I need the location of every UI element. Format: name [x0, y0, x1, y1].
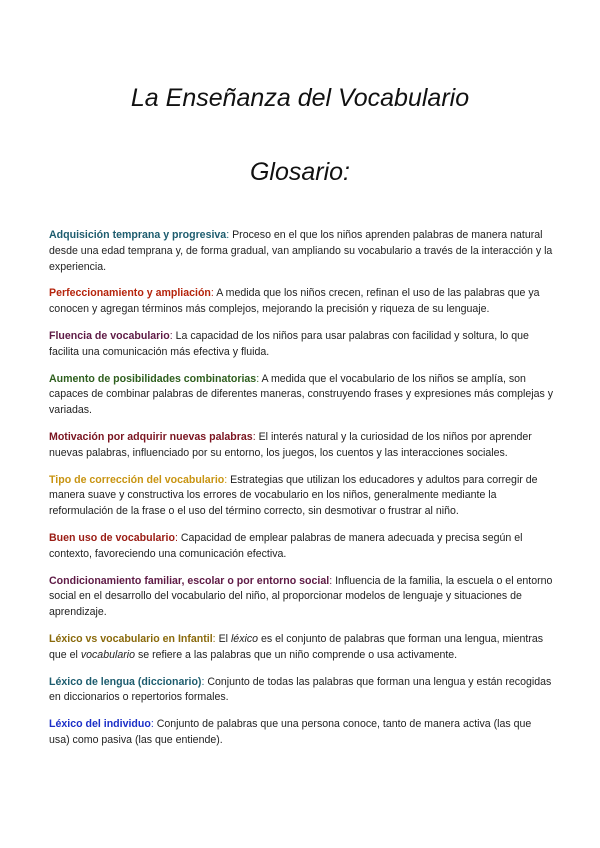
glossary-entry-lexico-lengua — [49, 675, 554, 707]
glossary-definition: A medida que el vocabulario de los niños se amplía, son capaces de combinar palabras de diferentes maneras, construyendo frases y expresiones más complejas y variadas. — [49, 372, 554, 417]
glossary-term: Léxico de lengua (diccionario): — [49, 675, 205, 688]
glossary-term: Léxico del individuo: — [49, 718, 154, 731]
glossary-definition: El léxico es el conjunto de palabras que forman una lengua, mientras que el vocabulario se refiere a las palabras que un niño comprende o usa activamente. — [49, 632, 544, 661]
glossary-entry-correccion — [49, 473, 554, 520]
glossary-definition: Influencia de la familia, la escuela o el entorno social en el desarrollo del vocabulario del niño, al proporcionar modelos de lenguaje y situaciones de aprendizaje. — [49, 574, 553, 619]
glossary-entry-buen-uso — [49, 531, 554, 563]
glossary-entry-combinatorias — [49, 372, 554, 419]
glossary-term: Condicionamiento familiar, escolar o por entorno social: — [49, 574, 333, 587]
glossary-definition: El interés natural y la curiosidad de los niños por aprender nuevas palabras, influenciado por su entorno, los juegos, los cuentos y las interacciones sociales. — [49, 430, 532, 459]
glossary-term: Motivación por adquirir nuevas palabras: — [49, 430, 256, 443]
glossary-definition: Conjunto de palabras que una persona conoce, tanto de manera activa (las que usa) como pasiva (las que entiende). — [49, 718, 532, 746]
glossary-definition: La capacidad de los niños para usar palabras con facilidad y soltura, lo que facilita una comunicación más efectiva y fluida. — [49, 329, 529, 358]
glossary-entry-condicionamiento — [49, 574, 554, 621]
glossary-definition: Capacidad de emplear palabras de manera adecuada y precisa según el contexto, favoreciendo una comunicación efectiva. — [49, 531, 523, 560]
glossary-term: Perfeccionamiento y ampliación: — [49, 287, 214, 300]
glossary-term: Buen uso de vocabulario: — [49, 531, 178, 544]
glossary-heading: Glosario: — [249, 158, 351, 186]
glossary-term: Léxico vs vocabulario en Infantil: — [49, 632, 216, 645]
glossary-definition: Estrategias que utilizan los educadores y adultos para corregir de manera suave y constructiva los errores de vocabulario en los niños, generalmente mediante la reformulación de la frase o el uso del término correcto, sin desmotivar o frustrar al niño. — [49, 473, 538, 518]
glossary-definition: A medida que los niños crecen, refinan el uso de las palabras que ya conocen y agregan términos más complejos, mejorando la precisión y riqueza de su lenguaje. — [49, 287, 540, 316]
glossary-entry-perfeccionamiento — [49, 286, 554, 318]
glossary-entry-adquisicion — [49, 228, 554, 275]
glossary-term: Aumento de posibilidades combinatorias: — [49, 372, 260, 385]
glossary-entry-motivacion — [49, 430, 554, 462]
glossary-term: Tipo de corrección del vocabulario: — [49, 473, 228, 486]
emphasis-lexico: léxico — [230, 632, 259, 645]
document-title: La Enseñanza del Vocabulario — [130, 84, 470, 112]
glossary-entry-lexico-individuo — [49, 717, 554, 749]
glossary-entry-fluencia — [49, 329, 554, 361]
glossary-definition: Proceso en el que los niños aprenden palabras de manera natural desde una edad temprana y, de forma gradual, van ampliando su vocabulario a través de la interacción y la experiencia. — [49, 229, 553, 273]
glossary-entry-lexico-vs-vocabulario — [49, 632, 554, 664]
glossary-term: Fluencia de vocabulario: — [49, 329, 173, 342]
emphasis-vocabulario: vocabulario — [80, 648, 135, 661]
glossary-term: Adquisición temprana y progresiva: — [49, 229, 230, 241]
glossary-definition: Conjunto de todas las palabras que forman una lengua y están recogidas en diccionarios o repertorios formales. — [49, 675, 552, 704]
glossary-list — [49, 228, 554, 760]
